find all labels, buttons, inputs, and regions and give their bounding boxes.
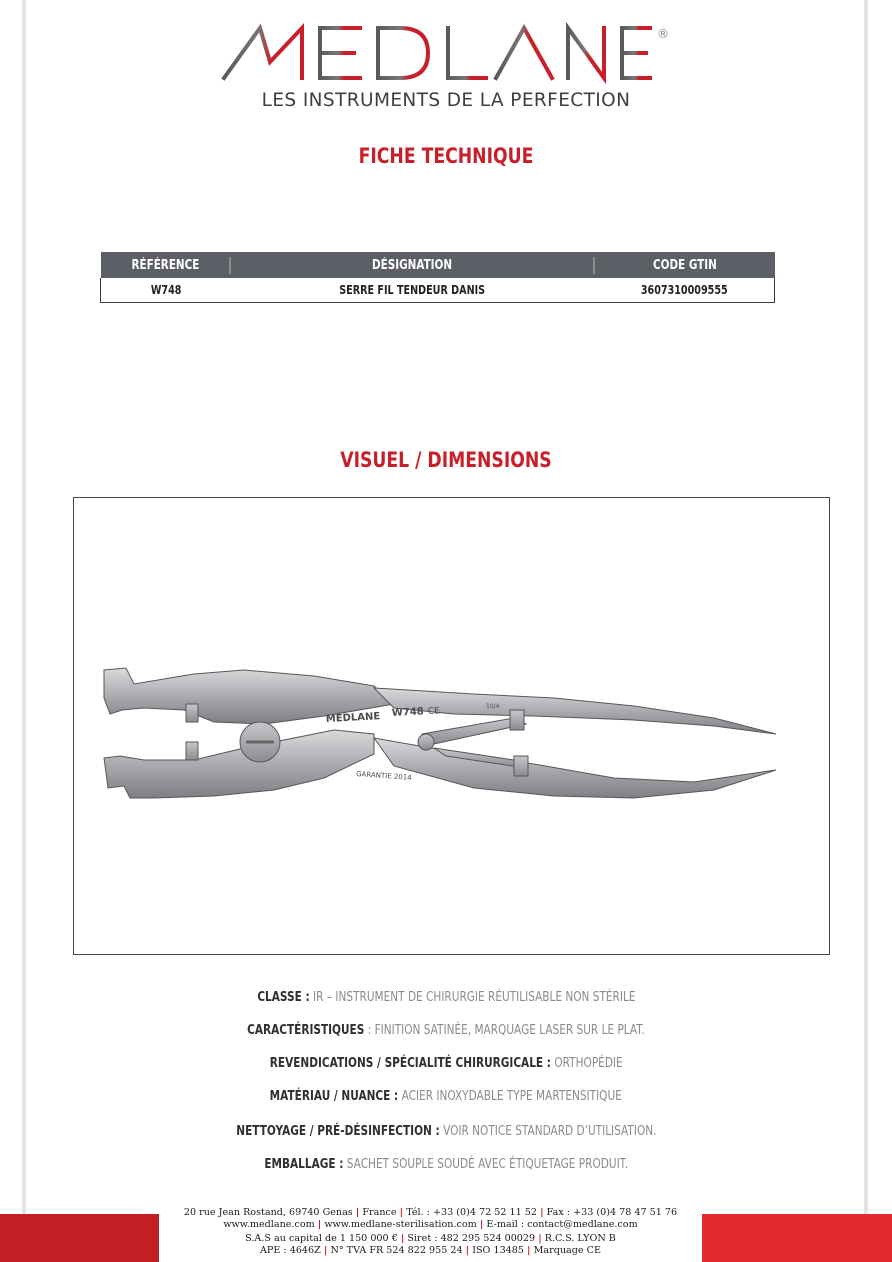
medlane-logo: [220, 22, 675, 84]
table-row: [101, 278, 775, 303]
engraving-brand: MEDLANE: [325, 711, 381, 725]
header-gtin: CODE GTIN: [595, 252, 775, 278]
engraving-small-mark: 10/4: [486, 703, 500, 710]
spec-emballage: EMBALLAGE : SACHET SOUPLE SOUDÉ AVEC ÉTIQUETAGE PRODUIT.: [264, 1156, 628, 1172]
header-separator: [229, 257, 231, 274]
fiche-technique-title: FICHE TECHNIQUE: [358, 144, 534, 168]
engraving-warranty: GARANTIE 2014: [355, 770, 412, 782]
footer-bar-left: [0, 1214, 159, 1262]
email-link[interactable]: E-mail : contact@medlane.com: [486, 1219, 638, 1230]
product-reference-table: [100, 252, 775, 303]
header-separator: [593, 257, 595, 274]
engraving-model: W748: [391, 706, 425, 719]
cell-reference: W748: [101, 278, 231, 303]
visuel-dimensions-title: VISUEL / DIMENSIONS: [340, 448, 552, 472]
footer-web-line: www.medlane.com | www.medlane-sterilisation.com | E-mail : contact@medlane.com: [223, 1219, 638, 1230]
footer-address-line: 20 rue Jean Rostand, 69740 Genas | France | Tél. : +33 (0)4 72 52 11 52 | Fax : +33 (0)4 78 47 51 76: [183, 1207, 678, 1218]
cell-designation: SERRE FIL TENDEUR DANIS: [231, 278, 595, 303]
spec-revendications: REVENDICATIONS / SPÉCIALITÉ CHIRURGICALE : ORTHOPÉDIE: [269, 1055, 623, 1071]
registered-mark: ®: [657, 27, 669, 41]
spec-caracteristiques: CARACTÉRISTIQUES : FINITION SATINÉE, MARQUAGE LASER SUR LE PLAT.: [247, 1022, 645, 1038]
spec-nettoyage: NETTOYAGE / PRÉ-DÉSINFECTION : VOIR NOTICE STANDARD D’UTILISATION.: [235, 1123, 657, 1139]
cell-gtin: 3607310009555: [595, 278, 775, 303]
header-reference: RÉFÉRENCE: [101, 252, 231, 278]
product-visual-frame: [73, 497, 830, 955]
website-link[interactable]: www.medlane.com: [223, 1219, 315, 1230]
table-header-row: [101, 252, 775, 278]
wire-tightener-image: [74, 498, 829, 954]
sterilisation-website-link[interactable]: www.medlane-sterilisation.com: [324, 1219, 477, 1230]
footer-registration-line: APE : 4646Z | N° TVA FR 524 822 955 24 | ISO 13485 | Marquage CE: [260, 1245, 601, 1256]
engraving-ce: CE: [427, 706, 441, 717]
logo-tagline: LES INSTRUMENTS DE LA PERFECTION: [261, 90, 631, 111]
footer-bar-right: [702, 1214, 892, 1262]
header-designation: DÉSIGNATION: [231, 252, 595, 278]
spec-materiau: MATÉRIAU / NUANCE : ACIER INOXYDABLE TYPE MARTENSITIQUE: [269, 1088, 623, 1104]
spec-classe: CLASSE : IR – INSTRUMENT DE CHIRURGIE RÉUTILISABLE NON STÉRILE: [256, 989, 636, 1005]
footer-company-line: S.A.S au capital de 1 150 000 € | Siret : 482 295 524 00029 | R.C.S. LYON B: [245, 1233, 616, 1244]
